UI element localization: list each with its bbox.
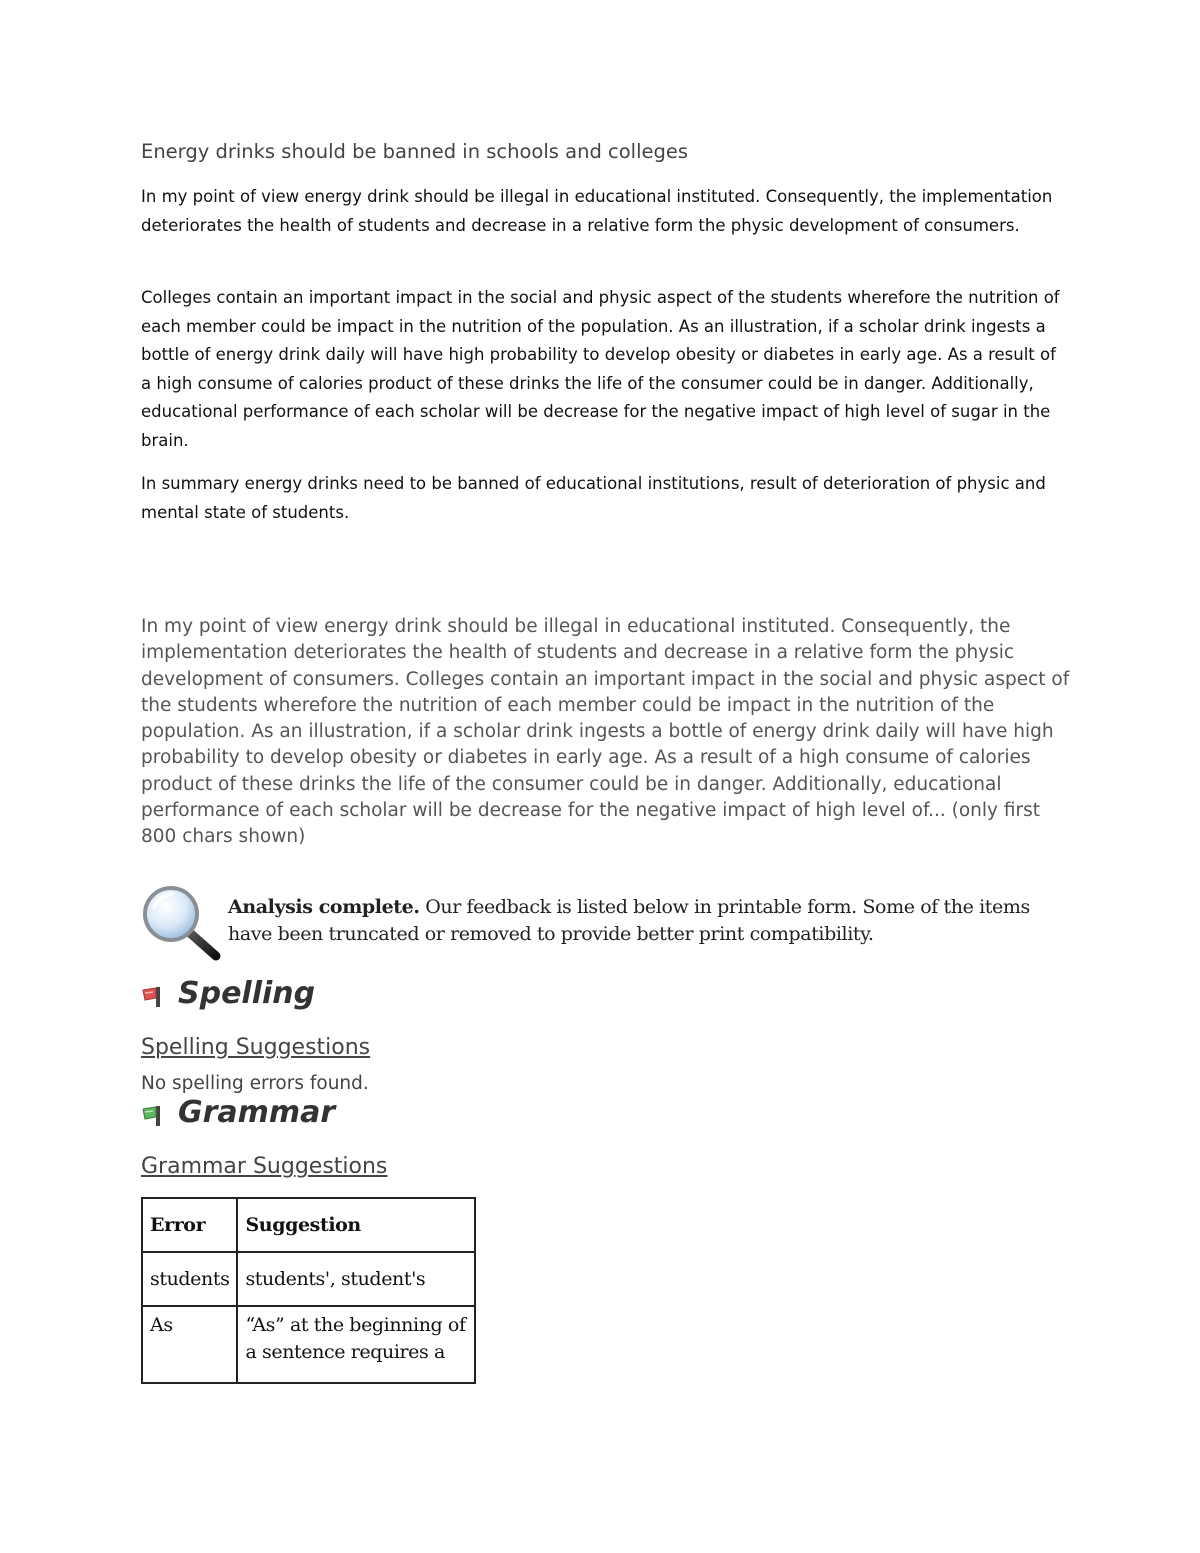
- analysis-message: [228, 894, 1078, 948]
- column-header-suggestion: Suggestion: [237, 1198, 475, 1252]
- analysis-text: Our feedback is listed below in printable form. Some of the items have been truncated or removed to provide better print compatibility.: [228, 896, 1030, 945]
- paragraph-intro: In my point of view energy drink should be illegal in educational instituted. Consequently, the implementation deteriorates the health of students and decrease in a relative form the physic development of consumers.: [141, 187, 1053, 235]
- suggestion-cell: “As” at the beginning of a sentence requires a: [237, 1306, 475, 1383]
- spelling-result: No spelling errors found.: [141, 1073, 369, 1094]
- green-flag-icon: [141, 1103, 165, 1127]
- magnifying-glass-icon: [140, 883, 222, 961]
- error-cell: students: [142, 1252, 237, 1306]
- grammar-suggestions-heading: Grammar Suggestions: [141, 1154, 388, 1179]
- spelling-heading: Spelling: [178, 976, 316, 1011]
- paragraph-body: Colleges contain an important impact in the social and physic aspect of the students wherefore the nutrition of each member could be impact in the nutrition of the population. As an illustration, if a scholar drink ingests a bottle of energy drink daily will have high probability to develop obesity or diabetes in early age. As a result of a high consume of calories product of these drinks the life of the consumer could be in danger. Additionally, educational performance of each scholar will be decrease for the negative impact of high level of sugar in the brain.: [141, 288, 1060, 450]
- report-excerpt: In my point of view energy drink should be illegal in educational instituted. Consequently, the implementation deteriorates the health of students and decrease in a relative form the physic development of consumers. Colleges contain an important impact in the social and physic aspect of the students wherefore the nutrition of each member could be impact in the nutrition of the population. As an illustration, if a scholar drink ingests a bottle of energy drink daily will have high probability to develop obesity or diabetes in early age. As a result of a high consume of calories product of these drinks the life of the consumer could be in danger. Additionally, educational performance of each scholar will be decrease for the negative impact of high level of... (only first 800 chars shown): [141, 616, 1070, 848]
- column-header-error: Error: [142, 1198, 237, 1252]
- document-title: Energy drinks should be banned in schools and colleges: [141, 140, 689, 163]
- analysis-status: Analysis complete.: [228, 896, 420, 918]
- grammar-heading: Grammar: [178, 1095, 336, 1130]
- spelling-suggestions-heading: Spelling Suggestions: [141, 1035, 371, 1060]
- paragraph-summary: In summary energy drinks need to be banned of educational institutions, result of deterioration of physic and mental state of students.: [141, 474, 1046, 522]
- grammar-suggestions-table: [141, 1197, 476, 1384]
- suggestion-cell: students', student's: [237, 1252, 475, 1306]
- table-row: [142, 1252, 475, 1306]
- red-flag-icon: [141, 984, 165, 1008]
- table-row: [142, 1306, 475, 1383]
- error-cell: As: [142, 1306, 237, 1383]
- table-header-row: [142, 1198, 475, 1252]
